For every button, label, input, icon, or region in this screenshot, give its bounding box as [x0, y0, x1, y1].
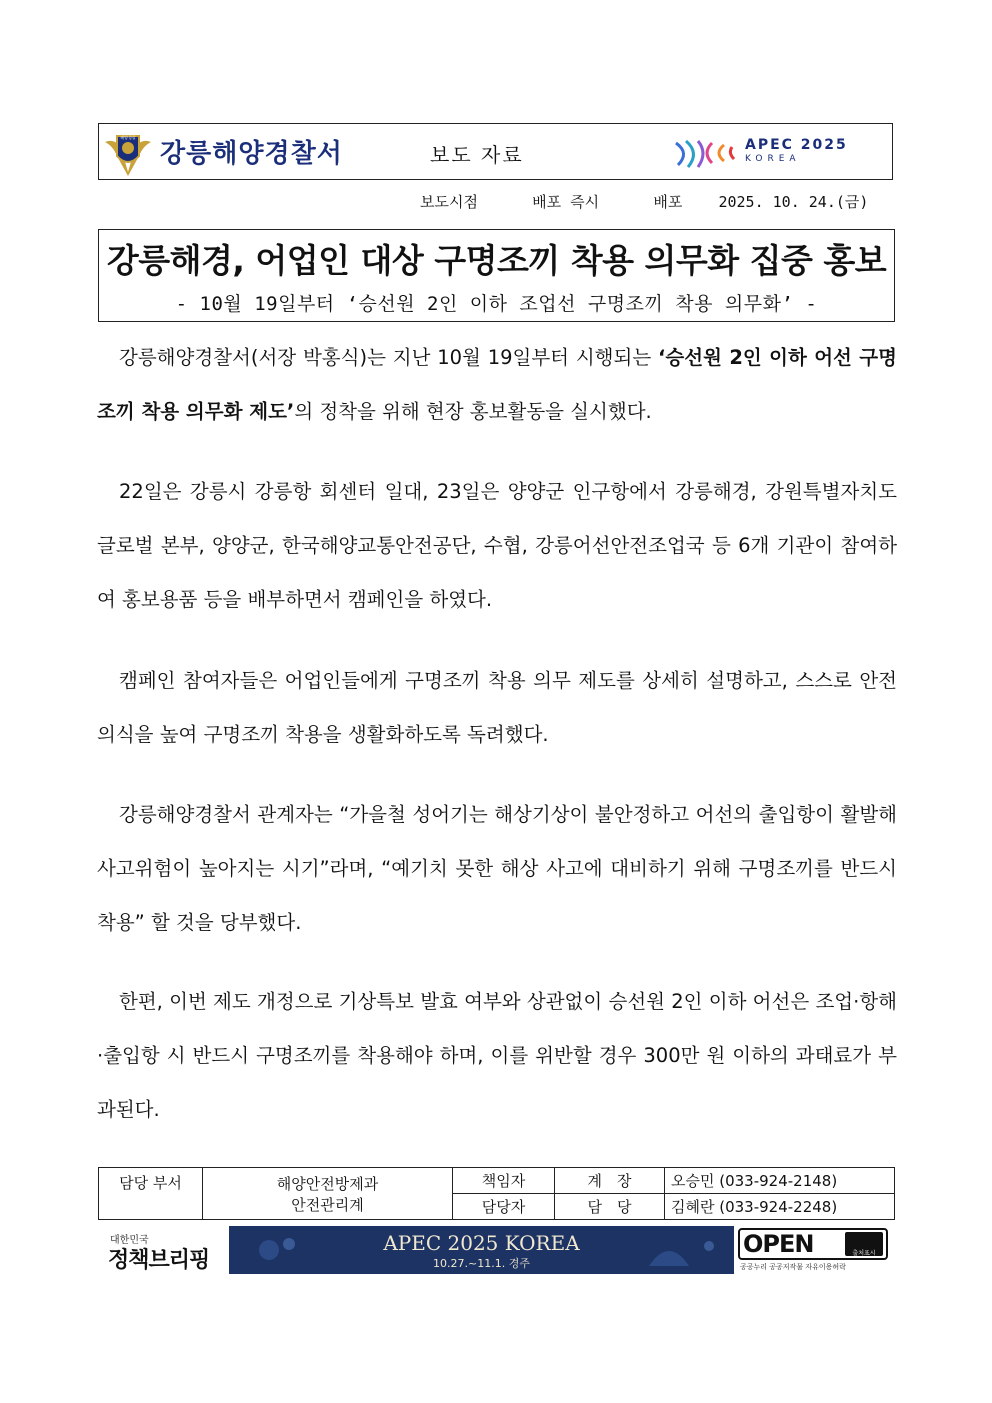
org-name: 강릉해양경찰서 [160, 139, 343, 169]
attribution-badge-text: 출처표시 [852, 1250, 876, 1257]
body-paragraph-2: 22일은 강릉시 강릉항 회센터 일대, 23일은 양양군 인구항에서 강릉해경, 강원특별자치도 글로벌 본부, 양양군, 한국해양교통안전공단, 수협, 강릉어선안전조업국 등 6개 기관이 참여하여 홍보용품 등을 배부하면서 캠페인을 하였다. [97, 480, 897, 611]
release-timing: 배포 즉시 [532, 193, 600, 211]
coast-guard-emblem-icon [103, 128, 153, 178]
banner-title: APEC 2025 KOREA [383, 1231, 580, 1255]
dept-line-2: 안전관리계 [291, 1195, 364, 1214]
briefing-country: 대한민국 [110, 1235, 149, 1246]
body-paragraph-1 [97, 331, 897, 439]
role-cell: 책임자 [453, 1168, 555, 1194]
release-info [420, 191, 868, 212]
open-license-text: OPEN [743, 1230, 814, 1258]
apec-subtitle: KOREA [745, 154, 801, 164]
open-license-caption: 공공누리 공공저작물 자유이용허락 [740, 1263, 846, 1271]
apec-logo-icon [672, 133, 742, 173]
table-row [99, 1168, 895, 1194]
apec-title: APEC 2025 [745, 137, 848, 153]
sub-headline: - 10월 19일부터 ‘승선원 2인 이하 조업선 구명조끼 착용 의무화’ - [175, 293, 818, 315]
body-paragraph-4: 강릉해양경찰서 관계자는 “가을철 성어기는 해상기상이 불안정하고 어선의 출입항이 활발해 사고위험이 높아지는 시기”라며, “예기치 못한 해상 사고에 대비하기 위해 구명조끼를 반드시 착용” 할 것을 당부했다. [97, 803, 897, 934]
person-cell: 오승민 (033-924-2148) [665, 1168, 895, 1194]
contact-table [98, 1167, 895, 1220]
paragraph-text: 강릉해양경찰서(서장 박홍식)는 지난 10월 19일부터 시행되는 [119, 346, 658, 369]
paragraph-text: 의 정착을 위해 현장 홍보활동을 실시했다. [294, 400, 652, 423]
headline: 강릉해경, 어업인 대상 구명조끼 착용 의무화 집중 홍보 [106, 241, 887, 280]
press-release-label: 보도 자료 [430, 143, 524, 167]
release-label: 보도시점 [420, 193, 478, 211]
role-cell: 담당자 [453, 1194, 555, 1220]
banner-date: 10.27.~11.1. 경주 [433, 1257, 530, 1270]
dept-line-1: 해양안전방제과 [276, 1174, 379, 1193]
release-date: 2025. 10. 24.(금) [718, 193, 869, 211]
title-cell: 계 장 [555, 1168, 665, 1194]
body-paragraph-5: 한편, 이번 제도 개정으로 기상특보 발효 여부와 상관없이 승선원 2인 이하 어선은 조업·항해·출입항 시 반드시 구명조끼를 착용해야 하며, 이를 위반할 경우 300만 원 이하의 과태료가 부과된다. [97, 990, 897, 1121]
body-paragraph-3: 캠페인 참여자들은 어업인들에게 구명조끼 착용 의무 제도를 상세히 설명하고, 스스로 안전의식을 높여 구명조끼 착용을 생활화하도록 독려했다. [97, 669, 897, 746]
emphasis-text: ‘승선원 2인 이하 어선 구명조끼 착용 의무화 제도’ [97, 346, 897, 423]
title-cell: 담 당 [555, 1194, 665, 1220]
svg-text:해양경찰: 해양경찰 [120, 135, 136, 140]
person-cell: 김혜란 (033-924-2248) [665, 1194, 895, 1220]
briefing-logo-text: 정책브리핑 [108, 1248, 210, 1273]
distribution-label: 배포 [653, 193, 683, 211]
dept-name [203, 1168, 453, 1220]
dept-label: 담당 부서 [99, 1168, 203, 1220]
